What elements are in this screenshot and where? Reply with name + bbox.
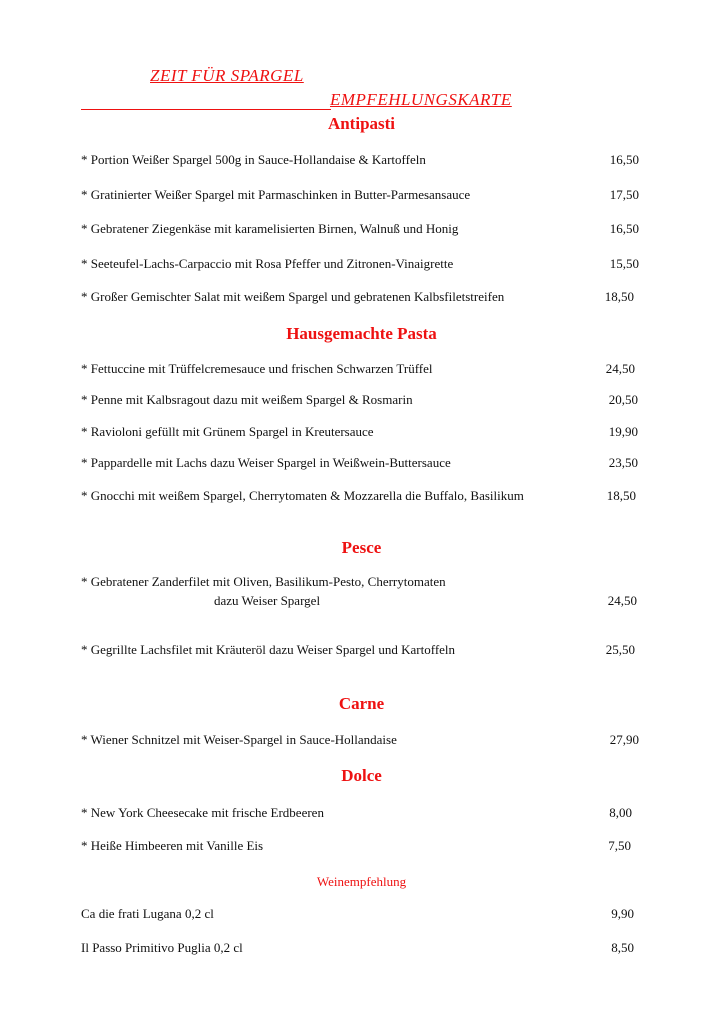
wine-item: Il Passo Primitivo Puglia 0,2 cl — [81, 940, 243, 955]
menu-item-price: 16,50 — [609, 221, 639, 236]
title-underline-rule — [81, 109, 331, 110]
menu-item-price: 19,90 — [608, 424, 638, 439]
menu-item: * Gratinierter Weißer Spargel mit Parmaschinken in Butter-Parmesansauce — [81, 187, 471, 202]
menu-item-price: 27,90 — [609, 732, 639, 747]
menu-item: * Fettuccine mit Trüffelcremesauce und frischen Schwarzen Trüffel — [81, 361, 433, 376]
section-title-wine: Weinempfehlung — [316, 874, 407, 889]
section-title-carne: Carne — [338, 694, 385, 713]
section-title-dolce: Dolce — [341, 766, 382, 785]
menu-item-price: 16,50 — [609, 152, 639, 167]
menu-item: * Gnocchi mit weißem Spargel, Cherrytomaten & Mozzarella die Buffalo, Basilikum — [81, 488, 524, 503]
menu-item: * Portion Weißer Spargel 500g in Sauce-Hollandaise & Kartoffeln — [81, 152, 426, 167]
section-title-pasta: Hausgemachte Pasta — [286, 324, 437, 343]
menu-item: * Gegrillte Lachsfilet mit Kräuteröl dazu Weiser Spargel und Kartoffeln — [81, 642, 456, 657]
menu-item: * Gebratener Ziegenkäse mit karamelisierten Birnen, Walnuß und Honig — [81, 221, 459, 236]
menu-item-price: 17,50 — [609, 187, 639, 202]
section-title-pesce: Pesce — [341, 538, 382, 557]
menu-item: * New York Cheesecake mit frische Erdbeeren — [81, 805, 324, 820]
menu-item: * Penne mit Kalbsragout dazu mit weißem Spargel & Rosmarin — [81, 392, 413, 407]
menu-item-price: 25,50 — [605, 642, 635, 657]
menu-item-price: 8,00 — [609, 805, 632, 820]
wine-item-price: 8,50 — [611, 940, 634, 955]
menu-title-line2: EMPFEHLUNGSKARTE — [330, 90, 512, 109]
menu-item-price: 20,50 — [608, 392, 638, 407]
menu-item-price: 7,50 — [608, 838, 631, 853]
menu-item: * Seeteufel-Lachs-Carpaccio mit Rosa Pfeffer und Zitronen-Vinaigrette — [81, 256, 454, 271]
menu-item: * Großer Gemischter Salat mit weißem Spargel und gebratenen Kalbsfiletstreifen — [81, 289, 505, 304]
menu-item: * Wiener Schnitzel mit Weiser-Spargel in Sauce-Hollandaise — [81, 732, 397, 747]
menu-title-line1: ZEIT FÜR SPARGEL — [150, 66, 304, 85]
menu-item: * Gebratener Zanderfilet mit Oliven, Basilikum-Pesto, Cherrytomaten — [81, 574, 446, 589]
menu-item-price: 23,50 — [608, 455, 638, 470]
menu-item-price: 24,50 — [605, 361, 635, 376]
menu-item-price: 18,50 — [604, 289, 634, 304]
menu-item: * Pappardelle mit Lachs dazu Weiser Spargel in Weißwein-Buttersauce — [81, 455, 451, 470]
menu-item-price: 24,50 — [607, 593, 637, 608]
menu-item: * Ravioloni gefüllt mit Grünem Spargel in Kreutersauce — [81, 424, 374, 439]
menu-item-continuation: dazu Weiser Spargel — [214, 593, 321, 608]
menu-item-price: 18,50 — [606, 488, 636, 503]
menu-item: * Heiße Himbeeren mit Vanille Eis — [81, 838, 264, 853]
section-title-antipasti: Antipasti — [327, 114, 396, 133]
wine-item: Ca die frati Lugana 0,2 cl — [81, 906, 214, 921]
wine-item-price: 9,90 — [611, 906, 634, 921]
menu-item-price: 15,50 — [609, 256, 639, 271]
